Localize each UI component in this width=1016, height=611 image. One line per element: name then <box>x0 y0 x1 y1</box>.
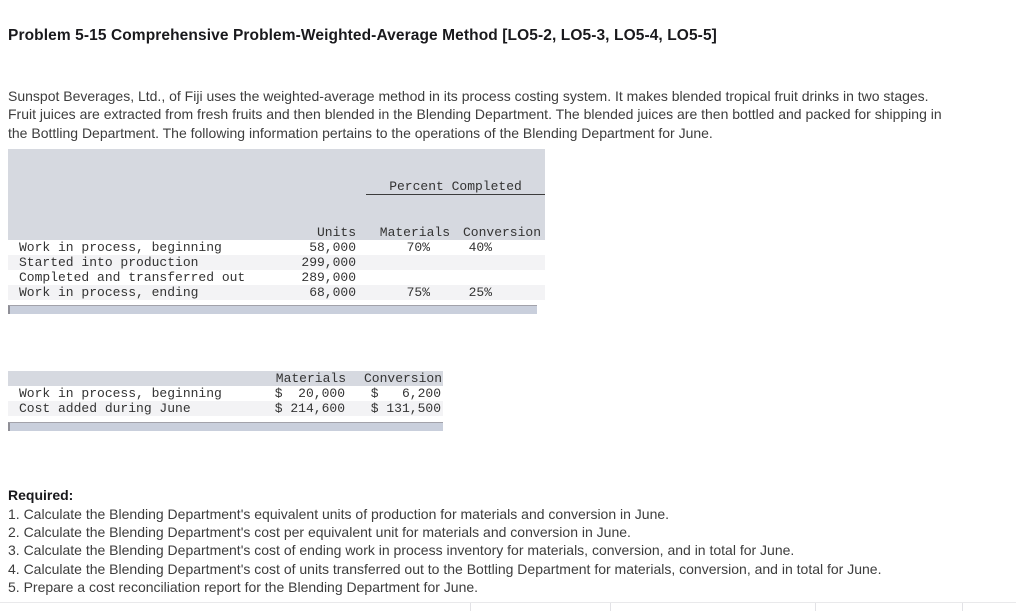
units-value: 299,000 <box>301 255 356 271</box>
materials-column-header: Materials <box>275 371 346 387</box>
percent-completed-header-cell <box>356 149 545 225</box>
empty-header-cell <box>8 371 273 386</box>
conversion-percent <box>454 270 545 285</box>
units-value: 68,000 <box>309 285 356 301</box>
empty-header-cell <box>8 149 356 225</box>
next-section-column-tick <box>815 603 816 611</box>
required-item: 4. Calculate the Blending Department's cost of units transferred out to the Bottling Department for materials, conversion, and in total for June. <box>8 560 882 577</box>
materials-percent <box>356 255 454 270</box>
table-row <box>8 285 545 300</box>
materials-column-header: Materials <box>379 225 450 241</box>
units-table <box>8 149 545 300</box>
conversion-percent: 25% <box>468 285 492 301</box>
row-label: Completed and transferred out <box>19 270 246 286</box>
next-section-column-tick <box>470 603 471 611</box>
cost-table <box>8 371 443 416</box>
next-section-column-tick <box>610 603 611 611</box>
intro-paragraph: Sunspot Beverages, Ltd., of Fiji uses the weighted-average method in its process costing system. It makes blended tropical fruit drinks in two stages. Fruit juices are extracted from fresh fruits and then blended in the Blending Department. The blended juices are then bottled and packed for shipping in the Bottling Department. The following information pertains to the operations of the Blending Department for June. <box>8 88 942 141</box>
materials-cost: $ 214,600 <box>274 401 345 417</box>
percent-completed-group-header: Percent Completed <box>366 179 545 195</box>
next-section-top-border <box>0 602 1016 603</box>
materials-percent: 70% <box>406 240 430 256</box>
conversion-percent <box>454 255 545 270</box>
cost-table-column-header-row <box>8 371 443 386</box>
row-label: Work in process, beginning <box>19 386 222 402</box>
row-label: Started into production <box>19 255 199 271</box>
conversion-cost: $ 6,200 <box>370 386 441 402</box>
conversion-cost: $ 131,500 <box>370 401 441 417</box>
problem-title: Problem 5-15 Comprehensive Problem-Weighted-Average Method [LO5-2, LO5-3, LO5-4, LO5-5] <box>8 27 717 44</box>
conversion-column-header: Conversion <box>462 225 541 241</box>
materials-cost: $ 20,000 <box>274 386 345 402</box>
table-row <box>8 401 443 416</box>
units-value: 58,000 <box>309 240 356 256</box>
materials-percent: 75% <box>406 285 430 301</box>
table-row <box>8 270 545 285</box>
required-heading: Required: <box>8 487 74 504</box>
units-value: 289,000 <box>301 270 356 286</box>
page-container <box>0 26 1016 611</box>
row-label: Work in process, beginning <box>19 240 222 256</box>
cost-table-horizontal-scrollbar[interactable] <box>8 422 443 431</box>
table-row <box>8 255 545 270</box>
required-section <box>8 486 943 596</box>
table-row <box>8 386 443 401</box>
materials-percent <box>356 270 454 285</box>
units-table-horizontal-scrollbar[interactable] <box>8 305 537 314</box>
required-item: 1. Calculate the Blending Department's equivalent units of production for materials and conversion in June. <box>8 505 670 522</box>
row-label: Cost added during June <box>19 401 191 417</box>
conversion-percent: 40% <box>468 240 492 256</box>
next-section-column-tick <box>962 603 963 611</box>
units-column-header: Units <box>316 225 356 241</box>
empty-header-cell <box>8 225 280 240</box>
table-row <box>8 240 545 255</box>
required-item: 5. Prepare a cost reconciliation report for the Blending Department for June. <box>8 579 479 596</box>
required-item: 2. Calculate the Blending Department's cost per equivalent unit for materials and conversion in June. <box>8 524 631 541</box>
conversion-column-header: Conversion <box>363 371 442 387</box>
required-item: 3. Calculate the Blending Department's cost of ending work in process inventory for materials, conversion, and in total for June. <box>8 542 795 559</box>
units-table-group-header-row <box>8 149 545 225</box>
row-label: Work in process, ending <box>19 285 199 301</box>
units-table-column-header-row <box>8 225 545 240</box>
